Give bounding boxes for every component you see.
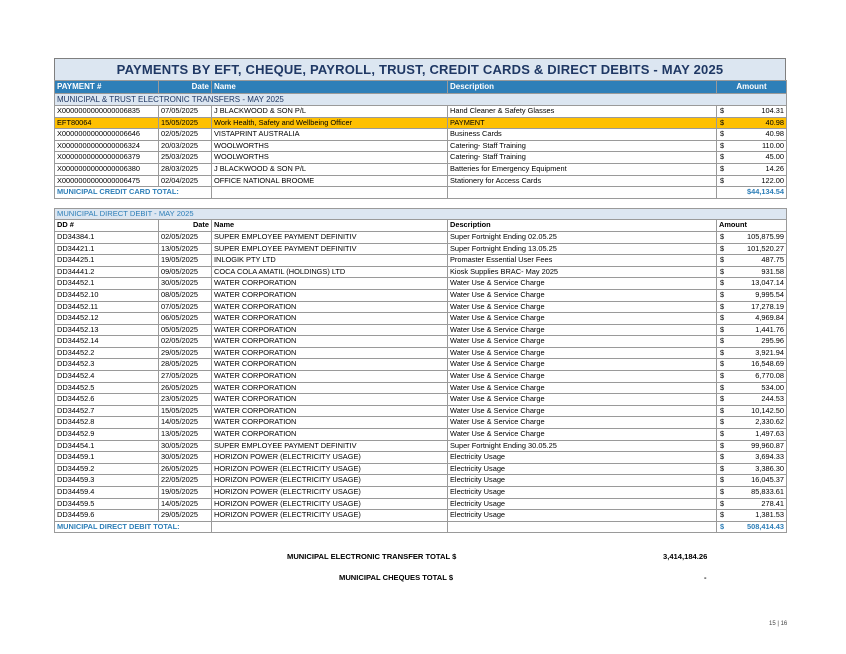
- table-row: [55, 255, 787, 267]
- description-cell: Water Use & Service Charge: [448, 336, 717, 348]
- description-cell: Water Use & Service Charge: [448, 382, 717, 394]
- name-cell: SUPER EMPLOYEE PAYMENT DEFINITIV: [212, 440, 448, 452]
- currency-symbol: $: [720, 371, 725, 381]
- payment-id-cell: DD34459.1: [55, 452, 159, 464]
- currency-symbol: $: [720, 440, 725, 450]
- amount-cell: [717, 129, 787, 141]
- date-cell: 06/05/2025: [159, 313, 212, 325]
- amount-cell: [717, 429, 787, 441]
- amount-value: 3,921.94: [755, 347, 785, 357]
- amount-value: 16,045.37: [751, 475, 785, 485]
- amount-cell: [717, 498, 787, 510]
- amount-cell: [717, 140, 787, 152]
- amount-cell: [717, 417, 787, 429]
- date-cell: 19/05/2025: [159, 487, 212, 499]
- amount-value: 295.96: [761, 336, 785, 346]
- name-cell: WATER CORPORATION: [212, 347, 448, 359]
- name-cell: WATER CORPORATION: [212, 382, 448, 394]
- description-cell: Kiosk Supplies BRAC- May 2025: [448, 266, 717, 278]
- table-row: [55, 510, 787, 522]
- table-row: [55, 278, 787, 290]
- empty-cell: [212, 521, 448, 533]
- date-cell: 29/05/2025: [159, 510, 212, 522]
- currency-symbol: $: [720, 394, 725, 404]
- payment-id-cell: DD34452.10: [55, 289, 159, 301]
- dd-total-amount: [717, 521, 787, 533]
- amount-cell: [717, 394, 787, 406]
- date-cell: 20/03/2025: [159, 140, 212, 152]
- name-cell: WOOLWORTHS: [212, 140, 448, 152]
- currency-symbol: $: [720, 129, 725, 139]
- date-cell: 13/05/2025: [159, 429, 212, 441]
- payment-id-cell: DD34452.1: [55, 278, 159, 290]
- col-name-header: Name: [212, 81, 448, 94]
- description-cell: Super Fortnight Ending 13.05.25: [448, 243, 717, 255]
- currency-symbol: $: [720, 452, 725, 462]
- amount-value: 14.26: [765, 163, 784, 173]
- payment-id-cell: DD34452.3: [55, 359, 159, 371]
- currency-symbol: $: [720, 429, 725, 439]
- description-cell: Water Use & Service Charge: [448, 394, 717, 406]
- table-row: [55, 175, 787, 187]
- name-cell: OFFICE NATIONAL BROOME: [212, 175, 448, 187]
- description-cell: PAYMENT: [448, 117, 717, 129]
- currency-symbol: $: [720, 336, 725, 346]
- payment-id-cell: DD34452.2: [55, 347, 159, 359]
- description-cell: Super Fortnight Ending 30.05.25: [448, 440, 717, 452]
- name-cell: WATER CORPORATION: [212, 324, 448, 336]
- date-cell: 25/03/2025: [159, 152, 212, 164]
- currency-symbol: $: [720, 487, 725, 496]
- amount-value: 104.31: [761, 106, 784, 115]
- currency-symbol: $: [720, 347, 725, 357]
- name-cell: J BLACKWOOD & SON P/L: [212, 106, 448, 118]
- name-cell: VISTAPRINT AUSTRALIA: [212, 129, 448, 141]
- table-row: [55, 301, 787, 313]
- payment-id-cell: X0000000000000006835: [55, 106, 159, 118]
- payment-id-cell: DD34441.2: [55, 266, 159, 278]
- currency-symbol: $: [720, 152, 725, 162]
- eft-total-row: [55, 187, 787, 199]
- payment-id-cell: X0000000000000006646: [55, 129, 159, 141]
- description-cell: Stationery for Access Cards: [448, 175, 717, 187]
- date-cell: 26/05/2025: [159, 382, 212, 394]
- amount-cell: [717, 106, 787, 118]
- dd-col-amount-header: Amount: [717, 220, 787, 232]
- currency-symbol: $: [720, 255, 725, 265]
- description-cell: Batteries for Emergency Equipment: [448, 163, 717, 175]
- table-row: [55, 371, 787, 383]
- table-row: [55, 429, 787, 441]
- table-row: [55, 359, 787, 371]
- currency-symbol: $: [720, 266, 725, 276]
- payment-id-cell: DD34459.4: [55, 487, 159, 499]
- name-cell: WATER CORPORATION: [212, 289, 448, 301]
- description-cell: Water Use & Service Charge: [448, 313, 717, 325]
- date-cell: 28/03/2025: [159, 163, 212, 175]
- amount-cell: [717, 382, 787, 394]
- payment-id-cell: X0000000000000006324: [55, 140, 159, 152]
- currency-symbol: $: [720, 106, 725, 115]
- date-cell: 02/05/2025: [159, 129, 212, 141]
- amount-value: 9,995.54: [755, 289, 785, 299]
- amount-cell: [717, 359, 787, 371]
- table-row: [55, 336, 787, 348]
- name-cell: WATER CORPORATION: [212, 417, 448, 429]
- description-cell: Promaster Essential User Fees: [448, 255, 717, 267]
- amount-cell: [717, 243, 787, 255]
- payments-sheet: [54, 58, 786, 533]
- description-cell: Catering- Staff Training: [448, 140, 717, 152]
- amount-cell: [717, 347, 787, 359]
- table-row: [55, 394, 787, 406]
- eft-total-value: $44,134.54: [717, 187, 787, 199]
- name-cell: WATER CORPORATION: [212, 278, 448, 290]
- payment-id-cell: DD34452.4: [55, 371, 159, 383]
- amount-value: 16,548.69: [751, 359, 785, 369]
- currency-symbol: $: [720, 289, 725, 299]
- name-cell: Work Health, Safety and Wellbeing Officer: [212, 117, 448, 129]
- amount-value: 1,441.76: [755, 324, 785, 334]
- table-row: [55, 487, 787, 499]
- date-cell: 27/05/2025: [159, 371, 212, 383]
- date-cell: 05/05/2025: [159, 324, 212, 336]
- amount-value: 40.98: [765, 129, 784, 139]
- name-cell: WATER CORPORATION: [212, 313, 448, 325]
- amount-value: 3,386.30: [755, 463, 785, 473]
- table-row: [55, 313, 787, 325]
- amount-value: 534.00: [761, 382, 785, 392]
- description-cell: Water Use & Service Charge: [448, 405, 717, 417]
- payment-id-cell: DD34452.13: [55, 324, 159, 336]
- empty-cell: [212, 187, 448, 199]
- description-cell: Electricity Usage: [448, 475, 717, 487]
- eft-total-label: MUNICIPAL CREDIT CARD TOTAL:: [55, 187, 212, 199]
- amount-cell: [717, 175, 787, 187]
- amount-cell: [717, 152, 787, 164]
- amount-cell: [717, 255, 787, 267]
- table-row: [55, 231, 787, 243]
- table-gap: [54, 199, 786, 208]
- page-number: 15 | 16: [769, 621, 788, 627]
- date-cell: 30/05/2025: [159, 278, 212, 290]
- date-cell: 14/05/2025: [159, 417, 212, 429]
- description-cell: Water Use & Service Charge: [448, 371, 717, 383]
- amount-value: 13,047.14: [751, 278, 785, 288]
- table-row: [55, 117, 787, 129]
- dd-col-date-header: Date: [159, 220, 212, 232]
- description-cell: Water Use & Service Charge: [448, 429, 717, 441]
- currency-symbol: $: [720, 463, 725, 473]
- description-cell: Business Cards: [448, 129, 717, 141]
- date-cell: 07/05/2025: [159, 106, 212, 118]
- description-cell: Water Use & Service Charge: [448, 347, 717, 359]
- currency-symbol: $: [720, 324, 725, 334]
- amount-value: 105,875.99: [747, 231, 785, 241]
- currency-symbol: $: [720, 313, 725, 323]
- date-cell: 29/05/2025: [159, 347, 212, 359]
- payment-id-cell: DD34454.1: [55, 440, 159, 452]
- amount-value: 4,969.84: [755, 313, 785, 323]
- amount-cell: [717, 510, 787, 522]
- name-cell: WATER CORPORATION: [212, 301, 448, 313]
- table-row: [55, 405, 787, 417]
- currency-symbol: $: [720, 405, 725, 415]
- date-cell: 15/05/2025: [159, 405, 212, 417]
- amount-cell: [717, 440, 787, 452]
- date-cell: 07/05/2025: [159, 301, 212, 313]
- eft-section-label: MUNICIPAL & TRUST ELECTRONIC TRANSFERS - MAY 2025: [55, 94, 787, 106]
- description-cell: Water Use & Service Charge: [448, 417, 717, 429]
- table-row: [55, 382, 787, 394]
- empty-cell: [448, 521, 717, 533]
- name-cell: WATER CORPORATION: [212, 429, 448, 441]
- currency-symbol: $: [720, 510, 725, 520]
- description-cell: Electricity Usage: [448, 463, 717, 475]
- name-cell: SUPER EMPLOYEE PAYMENT DEFINITIV: [212, 231, 448, 243]
- name-cell: SUPER EMPLOYEE PAYMENT DEFINITIV: [212, 243, 448, 255]
- description-cell: Water Use & Service Charge: [448, 278, 717, 290]
- amount-value: 6,770.08: [755, 371, 785, 381]
- name-cell: WATER CORPORATION: [212, 336, 448, 348]
- table-row: [55, 106, 787, 118]
- payment-id-cell: DD34452.9: [55, 429, 159, 441]
- eft-table: [54, 80, 787, 199]
- amount-cell: [717, 266, 787, 278]
- payment-id-cell: DD34452.8: [55, 417, 159, 429]
- dd-col-id-header: DD #: [55, 220, 159, 232]
- currency-symbol: $: [720, 175, 725, 185]
- dd-header-row: [55, 220, 787, 232]
- table-row: [55, 417, 787, 429]
- col-description-header: Description: [448, 81, 717, 94]
- payment-id-cell: X0000000000000006475: [55, 175, 159, 187]
- amount-value: 278.41: [761, 498, 785, 508]
- currency-symbol: $: [720, 301, 725, 311]
- date-cell: 02/05/2025: [159, 231, 212, 243]
- payment-id-cell: DD34452.5: [55, 382, 159, 394]
- currency-symbol: $: [720, 417, 725, 427]
- name-cell: COCA COLA AMATIL (HOLDINGS) LTD: [212, 266, 448, 278]
- table-row: [55, 140, 787, 152]
- currency-symbol: $: [720, 140, 725, 150]
- date-cell: 26/05/2025: [159, 463, 212, 475]
- name-cell: HORIZON POWER (ELECTRICITY USAGE): [212, 487, 448, 499]
- table-row: [55, 152, 787, 164]
- cheques-total-label: MUNICIPAL CHEQUES TOTAL $: [339, 573, 454, 582]
- amount-value: 99,960.87: [751, 440, 785, 450]
- date-cell: 19/05/2025: [159, 255, 212, 267]
- amount-cell: [717, 278, 787, 290]
- table-row: [55, 347, 787, 359]
- payment-id-cell: EFT80064: [55, 117, 159, 129]
- description-cell: Super Fortnight Ending 02.05.25: [448, 231, 717, 243]
- date-cell: 02/05/2025: [159, 336, 212, 348]
- description-cell: Hand Cleaner & Safety Glasses: [448, 106, 717, 118]
- amount-value: 244.53: [761, 394, 785, 404]
- amount-cell: [717, 289, 787, 301]
- amount-value: 85,833.61: [751, 487, 785, 496]
- currency-symbol: $: [720, 359, 725, 369]
- table-row: [55, 498, 787, 510]
- dd-section-label: MUNICIPAL DIRECT DEBIT - MAY 2025: [55, 208, 787, 220]
- amount-cell: [717, 324, 787, 336]
- dd-total-label: MUNICIPAL DIRECT DEBIT TOTAL:: [55, 521, 212, 533]
- currency-symbol: $: [720, 382, 725, 392]
- payment-id-cell: X0000000000000006380: [55, 163, 159, 175]
- currency-symbol: $: [720, 163, 725, 173]
- payment-id-cell: DD34459.3: [55, 475, 159, 487]
- amount-cell: [717, 313, 787, 325]
- currency-symbol: $: [720, 521, 725, 531]
- amount-cell: [717, 487, 787, 499]
- date-cell: 13/05/2025: [159, 243, 212, 255]
- amount-value: 931.58: [761, 266, 785, 276]
- currency-symbol: $: [720, 278, 725, 288]
- description-cell: Electricity Usage: [448, 498, 717, 510]
- amount-cell: [717, 371, 787, 383]
- amount-cell: [717, 463, 787, 475]
- name-cell: WATER CORPORATION: [212, 371, 448, 383]
- amount-value: 40.98: [765, 117, 784, 127]
- name-cell: INLOGIK PTY LTD: [212, 255, 448, 267]
- table-row: [55, 266, 787, 278]
- amount-value: 487.75: [761, 255, 785, 265]
- payment-id-cell: DD34452.12: [55, 313, 159, 325]
- dd-total-row: [55, 521, 787, 533]
- description-cell: Electricity Usage: [448, 452, 717, 464]
- date-cell: 14/05/2025: [159, 498, 212, 510]
- amount-value: 2,330.62: [755, 417, 785, 427]
- amount-value: 122.00: [761, 175, 784, 185]
- currency-symbol: $: [720, 117, 725, 127]
- amount-cell: [717, 405, 787, 417]
- amount-cell: [717, 163, 787, 175]
- amount-cell: [717, 117, 787, 129]
- name-cell: HORIZON POWER (ELECTRICITY USAGE): [212, 475, 448, 487]
- currency-symbol: $: [720, 475, 725, 485]
- amount-value: 1,381.53: [755, 510, 785, 520]
- payment-id-cell: DD34452.7: [55, 405, 159, 417]
- dd-section-row: [55, 208, 787, 220]
- amount-cell: [717, 452, 787, 464]
- description-cell: Electricity Usage: [448, 487, 717, 499]
- description-cell: Water Use & Service Charge: [448, 301, 717, 313]
- table-row: [55, 463, 787, 475]
- amount-value: 10,142.50: [751, 405, 785, 415]
- amount-cell: [717, 301, 787, 313]
- date-cell: 28/05/2025: [159, 359, 212, 371]
- description-cell: Water Use & Service Charge: [448, 324, 717, 336]
- payment-id-cell: DD34459.6: [55, 510, 159, 522]
- date-cell: 30/05/2025: [159, 440, 212, 452]
- payment-id-cell: DD34452.14: [55, 336, 159, 348]
- date-cell: 23/05/2025: [159, 394, 212, 406]
- table-row: [55, 163, 787, 175]
- name-cell: J BLACKWOOD & SON P/L: [212, 163, 448, 175]
- eft-section-row: [55, 94, 787, 106]
- name-cell: HORIZON POWER (ELECTRICITY USAGE): [212, 452, 448, 464]
- name-cell: WATER CORPORATION: [212, 405, 448, 417]
- eft-header-row: [55, 81, 787, 94]
- date-cell: 09/05/2025: [159, 266, 212, 278]
- amount-value: 17,278.19: [751, 301, 785, 311]
- payment-id-cell: DD34459.5: [55, 498, 159, 510]
- description-cell: Water Use & Service Charge: [448, 289, 717, 301]
- table-row: [55, 129, 787, 141]
- payment-id-cell: X0000000000000006379: [55, 152, 159, 164]
- date-cell: 15/05/2025: [159, 117, 212, 129]
- dd-col-description-header: Description: [448, 220, 717, 232]
- amount-value: 101,520.27: [747, 243, 785, 253]
- dd-total-value: 508,414.43: [747, 521, 785, 531]
- name-cell: HORIZON POWER (ELECTRICITY USAGE): [212, 498, 448, 510]
- eft-grand-total-label: MUNICIPAL ELECTRONIC TRANSFER TOTAL $: [287, 552, 457, 561]
- payment-id-cell: DD34452.6: [55, 394, 159, 406]
- name-cell: HORIZON POWER (ELECTRICITY USAGE): [212, 510, 448, 522]
- description-cell: Electricity Usage: [448, 510, 717, 522]
- table-row: [55, 452, 787, 464]
- col-amount-header: Amount: [717, 81, 787, 94]
- amount-cell: [717, 475, 787, 487]
- eft-grand-total-value: 3,414,184.26: [663, 552, 708, 561]
- col-date-header: Date: [159, 81, 212, 94]
- payment-id-cell: DD34384.1: [55, 231, 159, 243]
- table-row: [55, 440, 787, 452]
- direct-debit-table: [54, 208, 787, 534]
- date-cell: 30/05/2025: [159, 452, 212, 464]
- page-title: PAYMENTS BY EFT, CHEQUE, PAYROLL, TRUST, CREDIT CARDS & DIRECT DEBITS - MAY 2025: [54, 58, 786, 80]
- date-cell: 22/05/2025: [159, 475, 212, 487]
- table-row: [55, 289, 787, 301]
- table-row: [55, 475, 787, 487]
- currency-symbol: $: [720, 498, 725, 508]
- date-cell: 08/05/2025: [159, 289, 212, 301]
- table-row: [55, 324, 787, 336]
- amount-value: 3,694.33: [755, 452, 785, 462]
- col-payment-header: PAYMENT #: [55, 81, 159, 94]
- currency-symbol: $: [720, 243, 725, 253]
- payment-id-cell: DD34459.2: [55, 463, 159, 475]
- amount-value: 1,497.63: [755, 429, 785, 439]
- date-cell: 02/04/2025: [159, 175, 212, 187]
- amount-value: 45.00: [765, 152, 784, 162]
- payment-id-cell: DD34452.11: [55, 301, 159, 313]
- description-cell: Catering- Staff Training: [448, 152, 717, 164]
- empty-cell: [448, 187, 717, 199]
- table-row: [55, 243, 787, 255]
- amount-cell: [717, 336, 787, 348]
- amount-value: 110.00: [761, 140, 784, 150]
- payment-id-cell: DD34425.1: [55, 255, 159, 267]
- payment-id-cell: DD34421.1: [55, 243, 159, 255]
- description-cell: Water Use & Service Charge: [448, 359, 717, 371]
- dd-col-name-header: Name: [212, 220, 448, 232]
- currency-symbol: $: [720, 231, 725, 241]
- amount-cell: [717, 231, 787, 243]
- name-cell: WOOLWORTHS: [212, 152, 448, 164]
- name-cell: WATER CORPORATION: [212, 394, 448, 406]
- name-cell: HORIZON POWER (ELECTRICITY USAGE): [212, 463, 448, 475]
- cheques-total-value: -: [704, 573, 707, 582]
- name-cell: WATER CORPORATION: [212, 359, 448, 371]
